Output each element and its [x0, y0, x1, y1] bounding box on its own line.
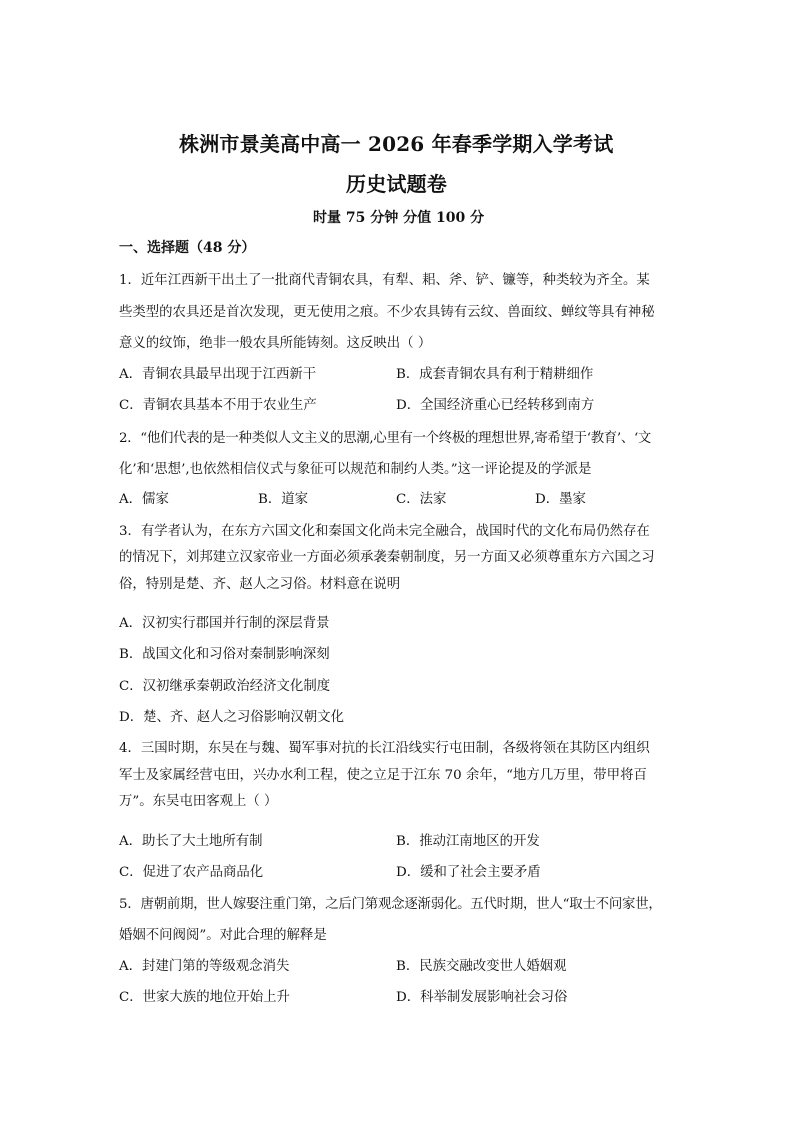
option-b: B．推动江南地区的开发 [396, 834, 540, 849]
option-d: D．墨家 [535, 492, 586, 507]
option-d: D．缓和了社会主要矛盾 [396, 865, 541, 880]
option-b: B．道家 [258, 492, 309, 507]
exam-meta: 时量 75 分钟 分值 100 分 [313, 210, 485, 226]
question-line: 万”。东吴屯田客观上（ ） [119, 794, 278, 809]
option-a: A．助长了大土地所有制 [119, 834, 263, 849]
question-line: 化’和‘思想’,也依然相信仪式与象征可以规范和制约人类。”这一评论提及的学派是 [119, 462, 592, 477]
option-c: C．青铜农具基本不用于农业生产 [119, 398, 317, 413]
question-line: 军士及家属经营屯田，兴办水利工程，使之立足于江东 70 余年，“地方几万里，带甲将百 [119, 768, 647, 783]
section-heading: 一、选择题（48 分） [119, 240, 256, 256]
option-b: B．战国文化和习俗对秦制影响深刻 [119, 647, 330, 662]
question-line: 4．三国时期，东吴在与魏、蜀军事对抗的长江沿线实行屯田制，各级将领在其防区内组织 [119, 741, 650, 756]
option-a: A．儒家 [119, 492, 169, 507]
option-c: C．世家大族的地位开始上升 [119, 990, 290, 1005]
question-line: 2．“他们代表的是一种类似人文主义的思潮,心里有一个终极的理想世界,寄希望于‘教育’、‘文 [119, 431, 651, 446]
question-line: 意义的纹饰，绝非一般农具所能铸刻。这反映出（ ） [119, 336, 432, 351]
option-c: C．法家 [396, 492, 447, 507]
exam-title: 株洲市景美高中高一 2026 年春季学期入学考试 [179, 132, 614, 156]
option-d: D．全国经济重心已经转移到南方 [396, 398, 595, 413]
option-a: A．封建门第的等级观念消失 [119, 959, 290, 974]
option-c: C．促进了农产品商品化 [119, 865, 264, 880]
question-line: 婚姻不问阀阅”。对此合理的解释是 [119, 928, 327, 943]
exam-subject: 历史试题卷 [346, 172, 447, 196]
question-line: 1．近年江西新干出土了一批商代青铜农具，有犁、耜、斧、铲、镰等，种类较为齐全。某 [119, 273, 650, 288]
option-b: B．成套青铜农具有利于精耕细作 [396, 367, 594, 382]
option-d: D．楚、齐、赵人之习俗影响汉朝文化 [119, 710, 344, 725]
question-line: 5．唐朝前期，世人嫁娶注重门第，之后门第观念逐渐弱化。五代时期，世人“取士不问家世， [119, 897, 662, 912]
option-c: C．汉初继承秦朝政治经济文化制度 [119, 679, 331, 694]
option-a: A．汉初实行郡国并行制的深层背景 [119, 616, 330, 631]
question-line: 的情况下，刘邦建立汉家帝业一方面必须承袭秦朝制度，另一方面又必须尊重东方六国之习 [119, 550, 655, 565]
option-a: A．青铜农具最早出现于江西新干 [119, 367, 317, 382]
question-line: 俗，特别是楚、齐、赵人之习俗。材料意在说明 [119, 577, 401, 592]
question-line: 3．有学者认为，在东方六国文化和秦国文化尚未完全融合，战国时代的文化布局仍然存在 [119, 524, 650, 539]
option-b: B．民族交融改变世人婚姻观 [396, 959, 567, 974]
question-line: 些类型的农具还是首次发现，更无使用之痕。不少农具铸有云纹、兽面纹、蝉纹等具有神秘 [119, 305, 655, 320]
option-d: D．科举制发展影响社会习俗 [396, 990, 568, 1005]
